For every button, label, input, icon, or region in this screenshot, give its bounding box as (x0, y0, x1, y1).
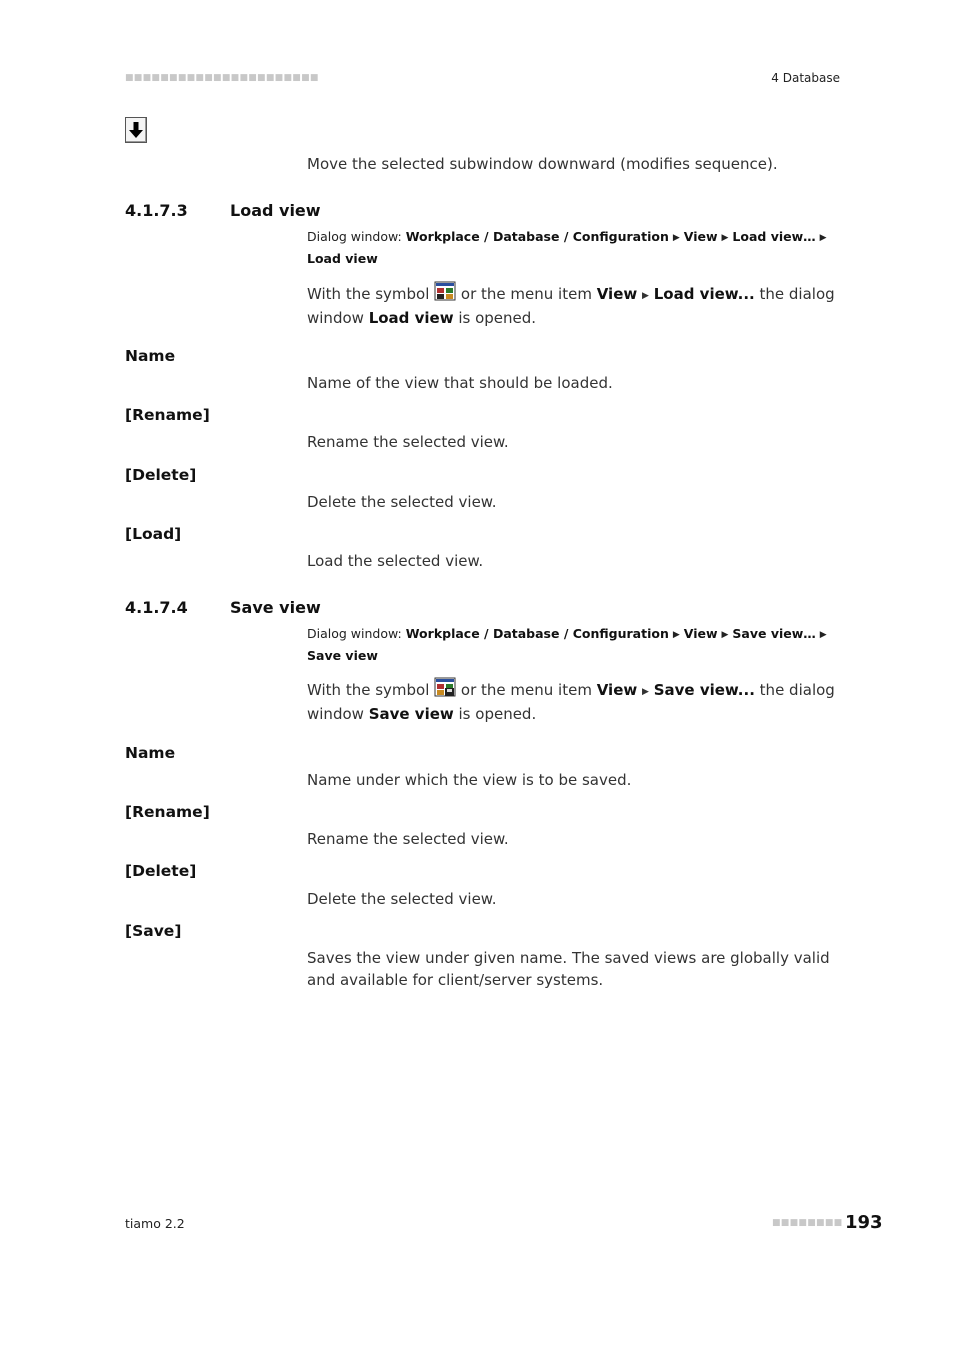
param-description: Rename the selected view. (307, 433, 509, 451)
triangle-icon: ▶ (672, 630, 680, 640)
param-label-rename: [Rename] (125, 406, 210, 424)
param-label-delete: [Delete] (125, 466, 197, 484)
chapter-title: 4 Database (771, 71, 840, 85)
param-description: Load the selected view. (307, 552, 484, 570)
section-number: 4.1.7.3 (125, 201, 188, 220)
triangle-icon: ▶ (819, 630, 827, 640)
param-label-delete: [Delete] (125, 862, 197, 880)
triangle-icon: ▶ (642, 291, 649, 301)
dialog-path-save: Dialog window: Workplace / Database / Configuration ▶ View ▶ Save view… ▶ Save view (307, 626, 827, 663)
move-down-description: Move the selected subwindow downward (modifies sequence). (307, 155, 778, 173)
param-description: Rename the selected view. (307, 830, 509, 848)
triangle-icon: ▶ (721, 630, 729, 640)
param-description: Delete the selected view. (307, 890, 497, 908)
section-title: Save view (230, 598, 321, 617)
load-view-icon (434, 281, 456, 301)
save-view-icon (434, 677, 456, 697)
param-label-rename: [Rename] (125, 803, 210, 821)
arrow-down-icon (125, 117, 147, 143)
header-decoration: ■■■■■■■■■■■■■■■■■■■■■■ (125, 73, 319, 83)
dialog-path-load: Dialog window: Workplace / Database / Configuration ▶ View ▶ Load view… ▶ Load view (307, 229, 827, 266)
param-label-save: [Save] (125, 922, 182, 940)
param-description: Name of the view that should be loaded. (307, 374, 613, 392)
triangle-icon: ▶ (721, 233, 729, 243)
param-label-name: Name (125, 744, 176, 762)
triangle-icon: ▶ (819, 233, 827, 243)
load-view-intro: With the symbol or the menu item View ▶ Load view... the dialog window Load view is opened. (307, 281, 847, 329)
page-number: 193 (845, 1212, 883, 1233)
footer-decoration: ■■■■■■■■ (772, 1218, 843, 1228)
section-title: Load view (230, 201, 321, 220)
param-label-name: Name (125, 347, 176, 365)
product-name: tiamo 2.2 (125, 1216, 185, 1231)
triangle-icon: ▶ (642, 687, 649, 697)
section-number: 4.1.7.4 (125, 598, 188, 617)
triangle-icon: ▶ (672, 233, 680, 243)
section-heading-save-view (125, 598, 321, 617)
save-view-intro: With the symbol or the menu item View ▶ Save view... the dialog window Save view is opened. (307, 677, 847, 725)
param-description: Saves the view under given name. The saved views are globally valid and available for client/server systems. (307, 949, 830, 989)
param-description: Name under which the view is to be saved. (307, 771, 632, 789)
section-heading-load-view (125, 201, 321, 220)
param-label-load: [Load] (125, 525, 182, 543)
param-description: Delete the selected view. (307, 493, 497, 511)
